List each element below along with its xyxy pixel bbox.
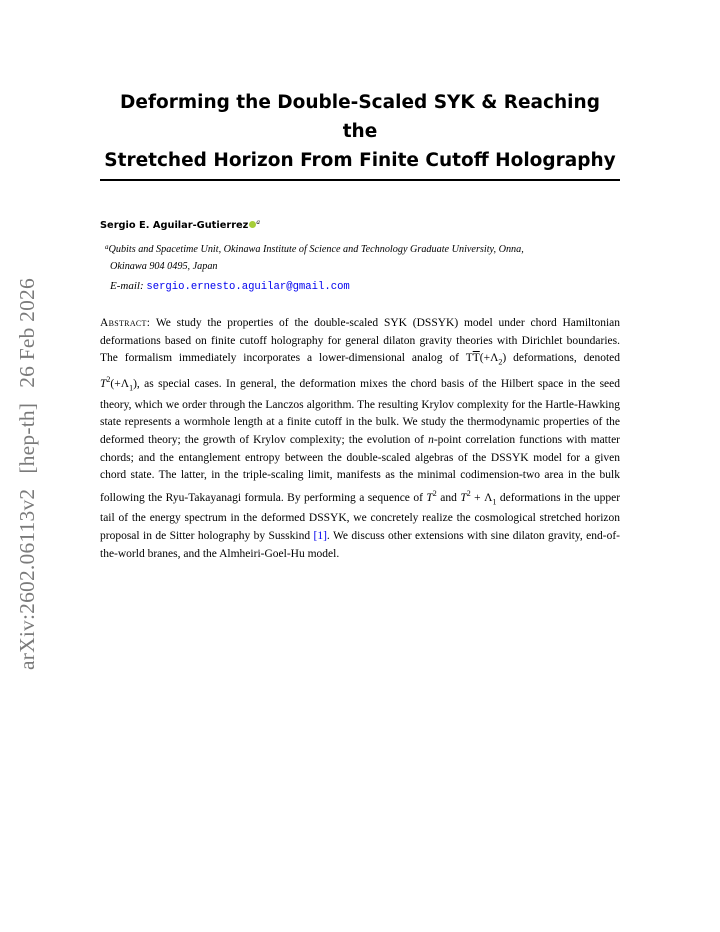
author-affil-mark: a bbox=[256, 218, 260, 226]
abstract bbox=[100, 315, 620, 563]
title-line-1: Deforming the Double-Scaled SYK & Reaching the bbox=[120, 92, 600, 142]
t2-symbol: $T^2(+\Lambda_1)$ bbox=[100, 375, 137, 393]
arxiv-date: 26 Feb 2026 bbox=[15, 278, 39, 388]
abstract-text-3: , as special cases. In general, the deformation mixes the chord basis of the Hilbert space in the seed theory, which we order through the Lanczos algorithm. The resulting Krylov complexity for the Hartle-Hawking state represents a wormhole length at a finite cutoff in the bulk. We study the thermodynamic properties of the deformed theory; the growth of Krylov complexity; the evolution of bbox=[100, 377, 620, 446]
abstract-text-1: We study the properties of the double-scaled SYK (DSSYK) model under chord Hamiltonian deformations based on finite cutoff holography for general dilaton gravity theories with Dirichlet boundaries. The formalism immediately incorporates a lower-dimensional analog of bbox=[100, 317, 620, 365]
email-link[interactable]: sergio.ernesto.aguilar@gmail.com bbox=[146, 281, 350, 293]
t2-symbol-b: $T^2$ bbox=[426, 488, 437, 504]
email-line bbox=[110, 280, 350, 293]
title-rule bbox=[100, 179, 620, 181]
abstract-text-4: -point correlation functions with matter chords; and the entanglement entropy between the double-scaled algebras of the DSSYK model for a given chord state. The latter, in the triple-scaling limit, manifests as the minimal codimension-two area in the bulk following the Ryu-Takayanagi formula. By performing a sequence of bbox=[100, 433, 620, 504]
affil-line-1: Qubits and Spacetime Unit, Okinawa Institute of Science and Technology Graduate University, Onna, bbox=[108, 244, 524, 255]
abstract-text-7: . We discuss other extensions with sine dilaton gravity, end-of-the-world branes, and the Almheiri-Goel-Hu model. bbox=[100, 530, 620, 560]
citation-link[interactable]: [1] bbox=[313, 530, 327, 543]
n-symbol: n bbox=[428, 433, 434, 446]
author-line bbox=[100, 218, 260, 231]
abstract-text-2: deformations, denoted bbox=[513, 352, 620, 365]
affil-line-2: Okinawa 904 0495, Japan bbox=[110, 260, 218, 272]
affiliation bbox=[105, 239, 620, 275]
author-name: Sergio E. Aguilar-Gutierrez bbox=[100, 220, 249, 231]
abstract-label: Abstract: bbox=[100, 317, 151, 329]
arxiv-id: arXiv:2602.06113v2 bbox=[15, 488, 39, 670]
ttbar-symbol: $T\overline{T}(+\Lambda_2)$ bbox=[465, 352, 507, 367]
affil-mark: a bbox=[105, 243, 109, 251]
t2-lambda-symbol: $T^2 + \Lambda_1$ bbox=[460, 488, 497, 506]
abstract-text-6: deformations in the upper tail of the energy spectrum in the deformed DSSYK, we concretely realize the cosmological stretched horizon proposal in de Sitter holography by Susskind bbox=[100, 491, 621, 543]
arxiv-category: [hep-th] bbox=[15, 402, 39, 474]
arxiv-stamp bbox=[15, 263, 40, 670]
paper-title bbox=[100, 88, 620, 175]
email-label: E-mail: bbox=[110, 280, 144, 292]
abstract-text-5: and bbox=[440, 491, 457, 504]
title-line-2: Stretched Horizon From Finite Cutoff Holography bbox=[104, 150, 616, 171]
